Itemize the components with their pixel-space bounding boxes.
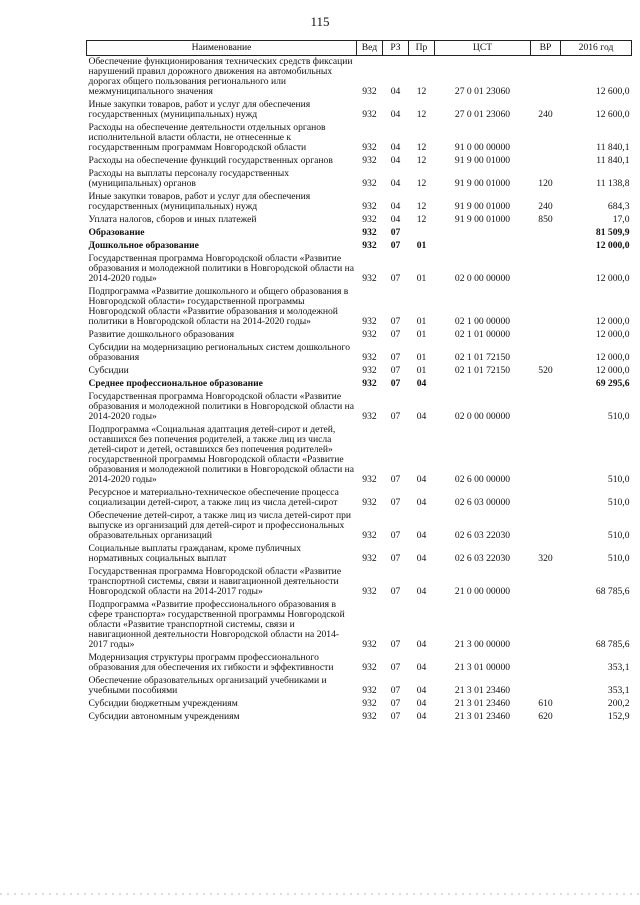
table-row xyxy=(87,487,632,510)
cell-pr: 12 xyxy=(416,201,427,212)
table-row xyxy=(87,698,632,711)
cell-pr: 01 xyxy=(416,316,427,327)
cell-rz: 07 xyxy=(390,662,401,673)
table-row xyxy=(87,227,632,240)
cell-ved: 932 xyxy=(362,365,377,376)
cell-amount: 510,0 xyxy=(607,530,630,541)
cell-amount: 684,3 xyxy=(607,201,630,212)
cell-amount: 353,1 xyxy=(607,685,630,696)
cell-name: Обеспечение детей-сирот, а также лиц из числа детей-сирот при выпуске из организаций для детей-сирот и профессиональных образовательных организаций xyxy=(88,510,352,541)
table-row xyxy=(87,599,632,652)
cell-ved: 932 xyxy=(362,474,377,485)
table-header-row xyxy=(87,41,632,56)
cell-pr: 12 xyxy=(416,142,427,153)
cell-vr xyxy=(531,329,561,342)
cell-name: Государственная программа Новгородской области «Развитие образования и молодежной политики в Новгородской области на 2014-2020 годы» xyxy=(88,253,355,284)
cell-ved: 932 xyxy=(362,109,377,120)
cell-ved: 932 xyxy=(362,240,377,251)
cell-ved: 932 xyxy=(362,352,377,363)
cell-ved: 932 xyxy=(362,497,377,508)
cell-cst: 21 3 01 23460 xyxy=(454,711,511,722)
cell-amount: 510,0 xyxy=(607,474,630,485)
cell-ved: 932 xyxy=(362,639,377,650)
cell-amount: 11 138,8 xyxy=(596,178,630,189)
cell-rz: 07 xyxy=(390,474,401,485)
cell-ved: 932 xyxy=(362,698,377,709)
cell-ved: 932 xyxy=(362,155,377,166)
cell-ved: 932 xyxy=(362,316,377,327)
page-number: 115 xyxy=(310,14,330,29)
cell-cst: 21 3 00 00000 xyxy=(454,639,511,650)
cell-name: Подпрограмма «Социальная адаптация детей-сирот и детей, оставшихся без попечения родителей, а также лиц из числа детей-сирот и детей, оставшихся без попечения родителей» государственной программы Новгородской области «Развитие образования и молодежной политики в Новгородской области на 2014-2020 годы» xyxy=(88,424,355,485)
table-row xyxy=(87,191,632,214)
cell-amount: 353,1 xyxy=(607,662,630,673)
table-row xyxy=(87,122,632,155)
cell-rz: 07 xyxy=(390,586,401,597)
cell-ved: 932 xyxy=(362,553,377,564)
cell-pr: 12 xyxy=(416,214,427,225)
cell-pr: 04 xyxy=(416,378,427,389)
cell-amount: 17,0 xyxy=(612,214,630,225)
cell-pr: 01 xyxy=(416,352,427,363)
cell-cst: 21 3 01 00000 xyxy=(454,662,511,673)
cell-cst: 02 1 01 00000 xyxy=(454,329,511,340)
column-header-ved: Вед xyxy=(357,41,383,56)
cell-amount: 11 840,1 xyxy=(596,155,630,166)
budget-table xyxy=(86,40,632,724)
cell-cst: 27 0 01 23060 xyxy=(454,86,511,97)
cell-amount: 152,9 xyxy=(607,711,630,722)
cell-cst: 02 0 00 00000 xyxy=(454,273,511,284)
cell-vr: 240 xyxy=(538,201,553,212)
table-row xyxy=(87,391,632,424)
cell-pr: 04 xyxy=(416,553,427,564)
cell-pr: 01 xyxy=(416,329,427,340)
cell-amount: 12 600,0 xyxy=(595,109,630,120)
cell-vr xyxy=(531,240,561,253)
cell-ved: 932 xyxy=(362,662,377,673)
cell-pr: 01 xyxy=(416,365,427,376)
cell-vr: 320 xyxy=(538,553,553,564)
cell-rz: 07 xyxy=(390,698,401,709)
column-header-vr: ВР xyxy=(531,41,561,56)
cell-pr: 04 xyxy=(416,698,427,709)
cell-ved: 932 xyxy=(362,86,377,97)
cell-amount: 200,2 xyxy=(607,698,630,709)
cell-vr xyxy=(531,566,561,599)
cell-amount: 11 840,1 xyxy=(596,142,630,153)
cell-pr: 04 xyxy=(416,711,427,722)
cell-vr: 120 xyxy=(538,178,553,189)
table-row xyxy=(87,286,632,329)
cell-cst: 02 6 03 00000 xyxy=(454,497,511,508)
cell-amount: 12 600,0 xyxy=(595,86,630,97)
cell-cst: 91 9 00 01000 xyxy=(454,214,511,225)
table-row xyxy=(87,168,632,191)
cell-amount: 12 000,0 xyxy=(595,240,630,251)
cell-cst: 91 0 00 00000 xyxy=(454,142,511,153)
cell-ved: 932 xyxy=(362,378,377,389)
cell-vr xyxy=(531,227,561,240)
cell-rz: 07 xyxy=(390,240,401,251)
cell-cst: 02 1 01 72150 xyxy=(454,365,511,376)
cell-name: Расходы на выплаты персоналу государственных (муниципальных) органов xyxy=(88,168,290,189)
cell-rz: 07 xyxy=(390,530,401,541)
cell-vr xyxy=(531,675,561,698)
table-row xyxy=(87,510,632,543)
cell-name: Дошкольное образование xyxy=(88,240,199,251)
cell-amount: 69 295,6 xyxy=(595,378,630,389)
table-row xyxy=(87,378,632,391)
cell-cst: 02 1 01 72150 xyxy=(454,352,511,363)
cell-amount: 12 000,0 xyxy=(595,365,630,376)
cell-rz: 07 xyxy=(390,365,401,376)
column-header-name: Наименование xyxy=(87,41,357,56)
cell-amount: 81 509,9 xyxy=(595,227,630,238)
cell-pr: 01 xyxy=(416,273,427,284)
cell-amount: 68 785,6 xyxy=(595,639,630,650)
cell-pr: 12 xyxy=(416,109,427,120)
cell-ved: 932 xyxy=(362,530,377,541)
cell-name: Ресурсное и материально-техническое обеспечение процесса социализации детей-сирот, а также лиц из числа детей-сирот xyxy=(88,487,339,508)
cell-cst: 91 9 00 01000 xyxy=(454,178,511,189)
cell-vr xyxy=(531,599,561,652)
cell-vr xyxy=(531,378,561,391)
cell-ved: 932 xyxy=(362,178,377,189)
cell-ved: 932 xyxy=(362,273,377,284)
column-header-year: 2016 год xyxy=(561,41,632,56)
cell-vr: 610 xyxy=(538,698,553,709)
cell-rz: 07 xyxy=(390,411,401,422)
cell-vr xyxy=(531,652,561,675)
cell-rz: 07 xyxy=(390,497,401,508)
cell-name: Развитие дошкольного образования xyxy=(88,329,235,340)
cell-rz: 07 xyxy=(390,685,401,696)
cell-rz: 07 xyxy=(390,352,401,363)
cell-rz: 07 xyxy=(390,273,401,284)
cell-vr xyxy=(531,424,561,487)
cell-name: Государственная программа Новгородской области «Развитие образования и молодежной политики в Новгородской области на 2014-2020 годы» xyxy=(88,391,355,422)
cell-vr xyxy=(531,122,561,155)
cell-name: Уплата налогов, сборов и иных платежей xyxy=(88,214,257,225)
cell-pr: 04 xyxy=(416,497,427,508)
cell-name: Модернизация структуры программ профессионального образования для обеспечения их гибкости и эффективности xyxy=(88,652,334,673)
cell-amount: 68 785,6 xyxy=(595,586,630,597)
cell-vr xyxy=(531,155,561,168)
cell-pr: 04 xyxy=(416,411,427,422)
cell-rz: 07 xyxy=(390,316,401,327)
cell-name: Обеспечение образовательных организаций учебниками и учебными пособиями xyxy=(88,675,327,696)
cell-name: Иные закупки товаров, работ и услуг для обеспечения государственных (муниципальных) нужд xyxy=(88,99,311,120)
cell-amount: 12 000,0 xyxy=(595,316,630,327)
table-row xyxy=(87,711,632,724)
cell-rz: 07 xyxy=(390,711,401,722)
cell-ved: 932 xyxy=(362,142,377,153)
cell-cst: 02 1 00 00000 xyxy=(454,316,511,327)
cell-vr xyxy=(531,391,561,424)
cell-vr xyxy=(531,286,561,329)
cell-pr: 04 xyxy=(416,474,427,485)
cell-name: Подпрограмма «Развитие профессионального образования в сфере транспорта» государственной программы Новгородской области «Развитие транспортной системы, связи и навигационной деятельности Новгородской области на 2014-2017 годы» xyxy=(88,599,345,650)
cell-pr: 12 xyxy=(416,178,427,189)
cell-ved: 932 xyxy=(362,411,377,422)
cell-amount: 12 000,0 xyxy=(595,273,630,284)
cell-name: Иные закупки товаров, работ и услуг для обеспечения государственных (муниципальных) нужд xyxy=(88,191,311,212)
cell-pr: 01 xyxy=(416,240,427,251)
cell-vr xyxy=(531,487,561,510)
column-header-cst: ЦСТ xyxy=(435,41,531,56)
cell-rz: 07 xyxy=(390,639,401,650)
cell-rz: 04 xyxy=(390,155,401,166)
cell-rz: 07 xyxy=(390,378,401,389)
cell-name: Субсидии на модернизацию региональных систем дошкольного образования xyxy=(88,342,351,363)
table-row xyxy=(87,329,632,342)
cell-pr: 12 xyxy=(416,86,427,97)
column-header-pr: Пр xyxy=(409,41,435,56)
column-header-rz: РЗ xyxy=(383,41,409,56)
cell-rz: 04 xyxy=(390,86,401,97)
table-row xyxy=(87,240,632,253)
cell-amount: 12 000,0 xyxy=(595,329,630,340)
cell-vr xyxy=(531,56,561,100)
cell-rz: 04 xyxy=(390,178,401,189)
table-row xyxy=(87,99,632,122)
cell-rz: 04 xyxy=(390,109,401,120)
cell-rz: 04 xyxy=(390,214,401,225)
cell-cst: 02 6 03 22030 xyxy=(454,553,511,564)
cell-cst xyxy=(435,240,531,253)
cell-cst: 21 3 01 23460 xyxy=(454,698,511,709)
cell-ved: 932 xyxy=(362,711,377,722)
cell-vr xyxy=(531,253,561,286)
cell-cst: 21 3 01 23460 xyxy=(454,685,511,696)
cell-amount: 510,0 xyxy=(607,553,630,564)
table-row xyxy=(87,214,632,227)
cell-cst: 91 9 00 01000 xyxy=(454,201,511,212)
cell-rz: 07 xyxy=(390,553,401,564)
cell-name: Расходы на обеспечение функций государственных органов xyxy=(88,155,333,166)
table-row xyxy=(87,675,632,698)
cell-rz: 04 xyxy=(390,142,401,153)
table-row xyxy=(87,424,632,487)
cell-name: Подпрограмма «Развитие дошкольного и общего образования в Новгородской области» государственной программы Новгородской области «Развитие образования и молодежной политики в Новгородской области на 2014-2020 годы» xyxy=(88,286,349,327)
table-row xyxy=(87,365,632,378)
cell-ved: 932 xyxy=(362,201,377,212)
cell-pr: 04 xyxy=(416,639,427,650)
table-row xyxy=(87,342,632,365)
cell-vr: 620 xyxy=(538,711,553,722)
cell-ved: 932 xyxy=(362,329,377,340)
cell-name: Расходы на обеспечение деятельности отдельных органов исполнительной власти области, не отнесенные к государственным программам Новгородской области xyxy=(88,122,326,153)
cell-vr: 520 xyxy=(538,365,553,376)
cell-rz: 04 xyxy=(390,201,401,212)
cell-cst: 27 0 01 23060 xyxy=(454,109,511,120)
cell-vr xyxy=(531,342,561,365)
cell-name: Субсидии автономным учреждениям xyxy=(88,711,240,722)
cell-name: Субсидии xyxy=(88,365,129,376)
cell-name: Образование xyxy=(88,227,145,238)
cell-cst xyxy=(435,227,531,240)
cell-name: Государственная программа Новгородской области «Развитие транспортной системы, связи и навигационной деятельности Новгородской области на 2014-2017 годы» xyxy=(88,566,342,597)
cell-pr: 04 xyxy=(416,685,427,696)
cell-cst: 02 6 00 00000 xyxy=(454,474,511,485)
cell-vr: 850 xyxy=(538,214,553,225)
cell-name: Обеспечение функционирования технических средств фиксации нарушений правил дорожного движения на автомобильных дорогах общего пользования регионального или межмуниципального значения xyxy=(88,56,353,97)
cell-ved: 932 xyxy=(362,685,377,696)
table-body xyxy=(87,56,632,725)
cell-pr: 04 xyxy=(416,530,427,541)
scan-edge-noise xyxy=(0,893,640,895)
cell-name: Субсидии бюджетным учреждениям xyxy=(88,698,238,709)
cell-pr xyxy=(409,227,435,240)
cell-rz: 07 xyxy=(390,227,401,238)
cell-rz: 07 xyxy=(390,329,401,340)
cell-amount: 12 000,0 xyxy=(595,352,630,363)
cell-pr: 04 xyxy=(416,586,427,597)
cell-cst: 91 9 00 01000 xyxy=(454,155,511,166)
cell-name: Среднее профессиональное образование xyxy=(88,378,263,389)
cell-cst: 02 6 03 22030 xyxy=(454,530,511,541)
table-row xyxy=(87,652,632,675)
cell-vr xyxy=(531,510,561,543)
cell-amount: 510,0 xyxy=(607,411,630,422)
cell-ved: 932 xyxy=(362,586,377,597)
cell-ved: 932 xyxy=(362,227,377,238)
table-row xyxy=(87,155,632,168)
table-row xyxy=(87,566,632,599)
cell-ved: 932 xyxy=(362,214,377,225)
table-row xyxy=(87,253,632,286)
cell-pr: 04 xyxy=(416,662,427,673)
cell-vr: 240 xyxy=(538,109,553,120)
table-row xyxy=(87,543,632,566)
cell-cst xyxy=(435,378,531,391)
cell-cst: 02 0 00 00000 xyxy=(454,411,511,422)
cell-amount: 510,0 xyxy=(607,497,630,508)
cell-name: Социальные выплаты гражданам, кроме публичных нормативных социальных выплат xyxy=(88,543,302,564)
table-row xyxy=(87,56,632,100)
cell-pr: 12 xyxy=(416,155,427,166)
cell-cst: 21 0 00 00000 xyxy=(454,586,511,597)
